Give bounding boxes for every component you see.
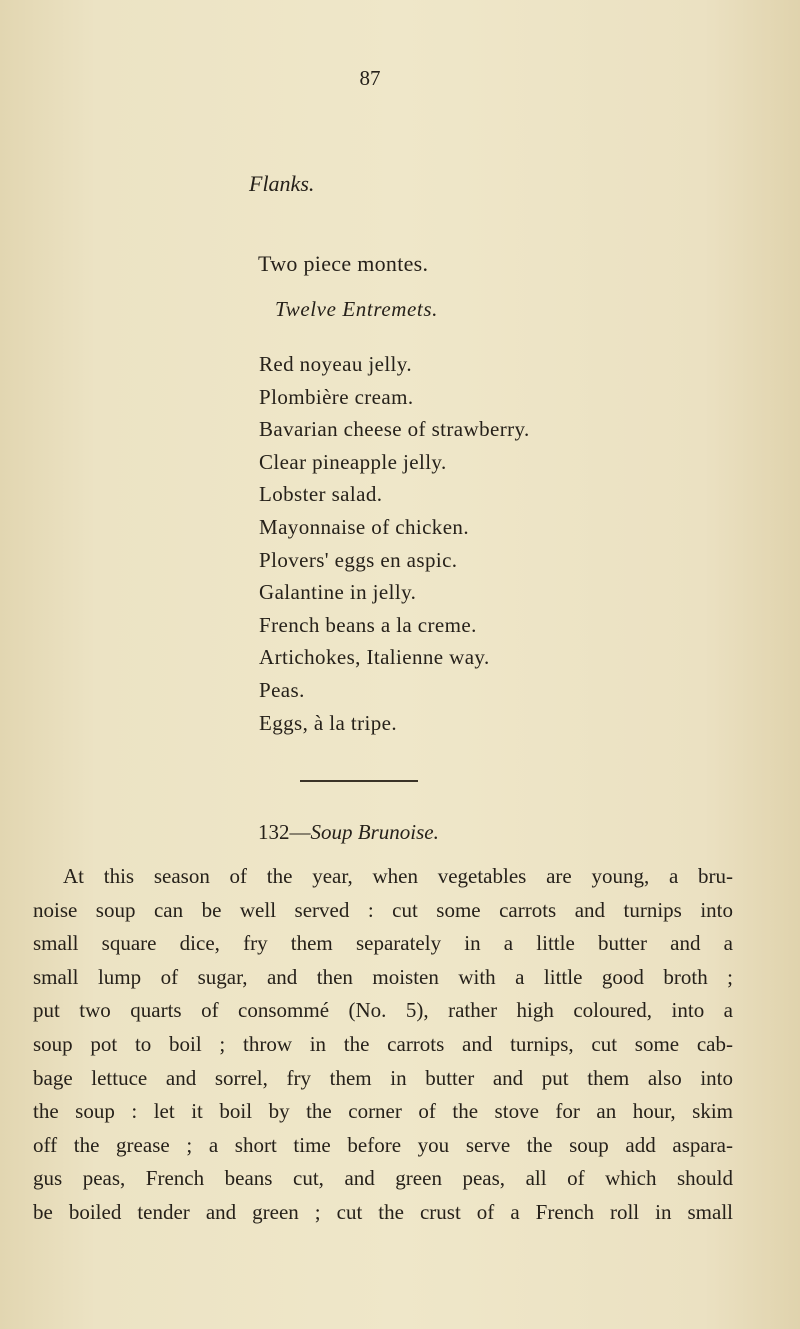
flanks-heading: Flanks. [249,171,315,196]
section-divider [300,780,418,782]
entremets-heading: Twelve Entremets. [275,297,438,321]
paragraph-line: gus peas, French beans cut, and green peas, all of which should [33,1166,733,1191]
list-item: Plovers' eggs en aspic. [259,547,458,572]
recipe-paragraph [33,860,733,1230]
list-item: Lobster salad. [259,482,383,507]
entremets-list [259,348,530,739]
paragraph-line: noise soup can be well served : cut some carrots and turnips into [33,897,733,922]
paragraph-line: be boiled tender and green ; cut the crust of a French roll in small [33,1199,733,1224]
list-item: Artichokes, Italienne way. [259,645,490,670]
paragraph-line: soup pot to boil ; throw in the carrots and turnips, cut some cab- [33,1031,733,1056]
paragraph-line: put two quarts of consommé (No. 5), rather high coloured, into a [33,998,733,1023]
list-item: Red noyeau jelly. [259,352,412,376]
list-item: French beans a la creme. [259,612,477,637]
list-item: Mayonnaise of chicken. [259,514,469,539]
paragraph-line: off the grease ; a short time before you serve the soup add aspara- [33,1132,733,1157]
recipe-name: Soup Brunoise. [310,820,439,844]
paragraph-line: At this season of the year, when vegetables are young, a bru- [63,864,733,888]
list-item: Plombière cream. [259,384,414,409]
list-item: Peas. [259,677,305,702]
recipe-title [258,820,439,845]
list-item: Eggs, à la tripe. [259,710,398,735]
flanks-line: Two piece montes. [258,251,429,276]
paragraph-line: the soup : let it boil by the corner of the stove for an hour, skim [33,1099,733,1124]
recipe-number: 132— [258,820,311,844]
paragraph-line: small square dice, fry them separately in a little butter and a [33,931,733,956]
list-item: Bavarian cheese of strawberry. [259,417,530,442]
list-item: Clear pineapple jelly. [259,449,447,474]
list-item: Galantine in jelly. [259,580,417,605]
paragraph-line: small lump of sugar, and then moisten with a little good broth ; [33,964,733,989]
paragraph-line: bage lettuce and sorrel, fry them in butter and put them also into [33,1065,733,1090]
page-number: 87 [359,66,381,90]
